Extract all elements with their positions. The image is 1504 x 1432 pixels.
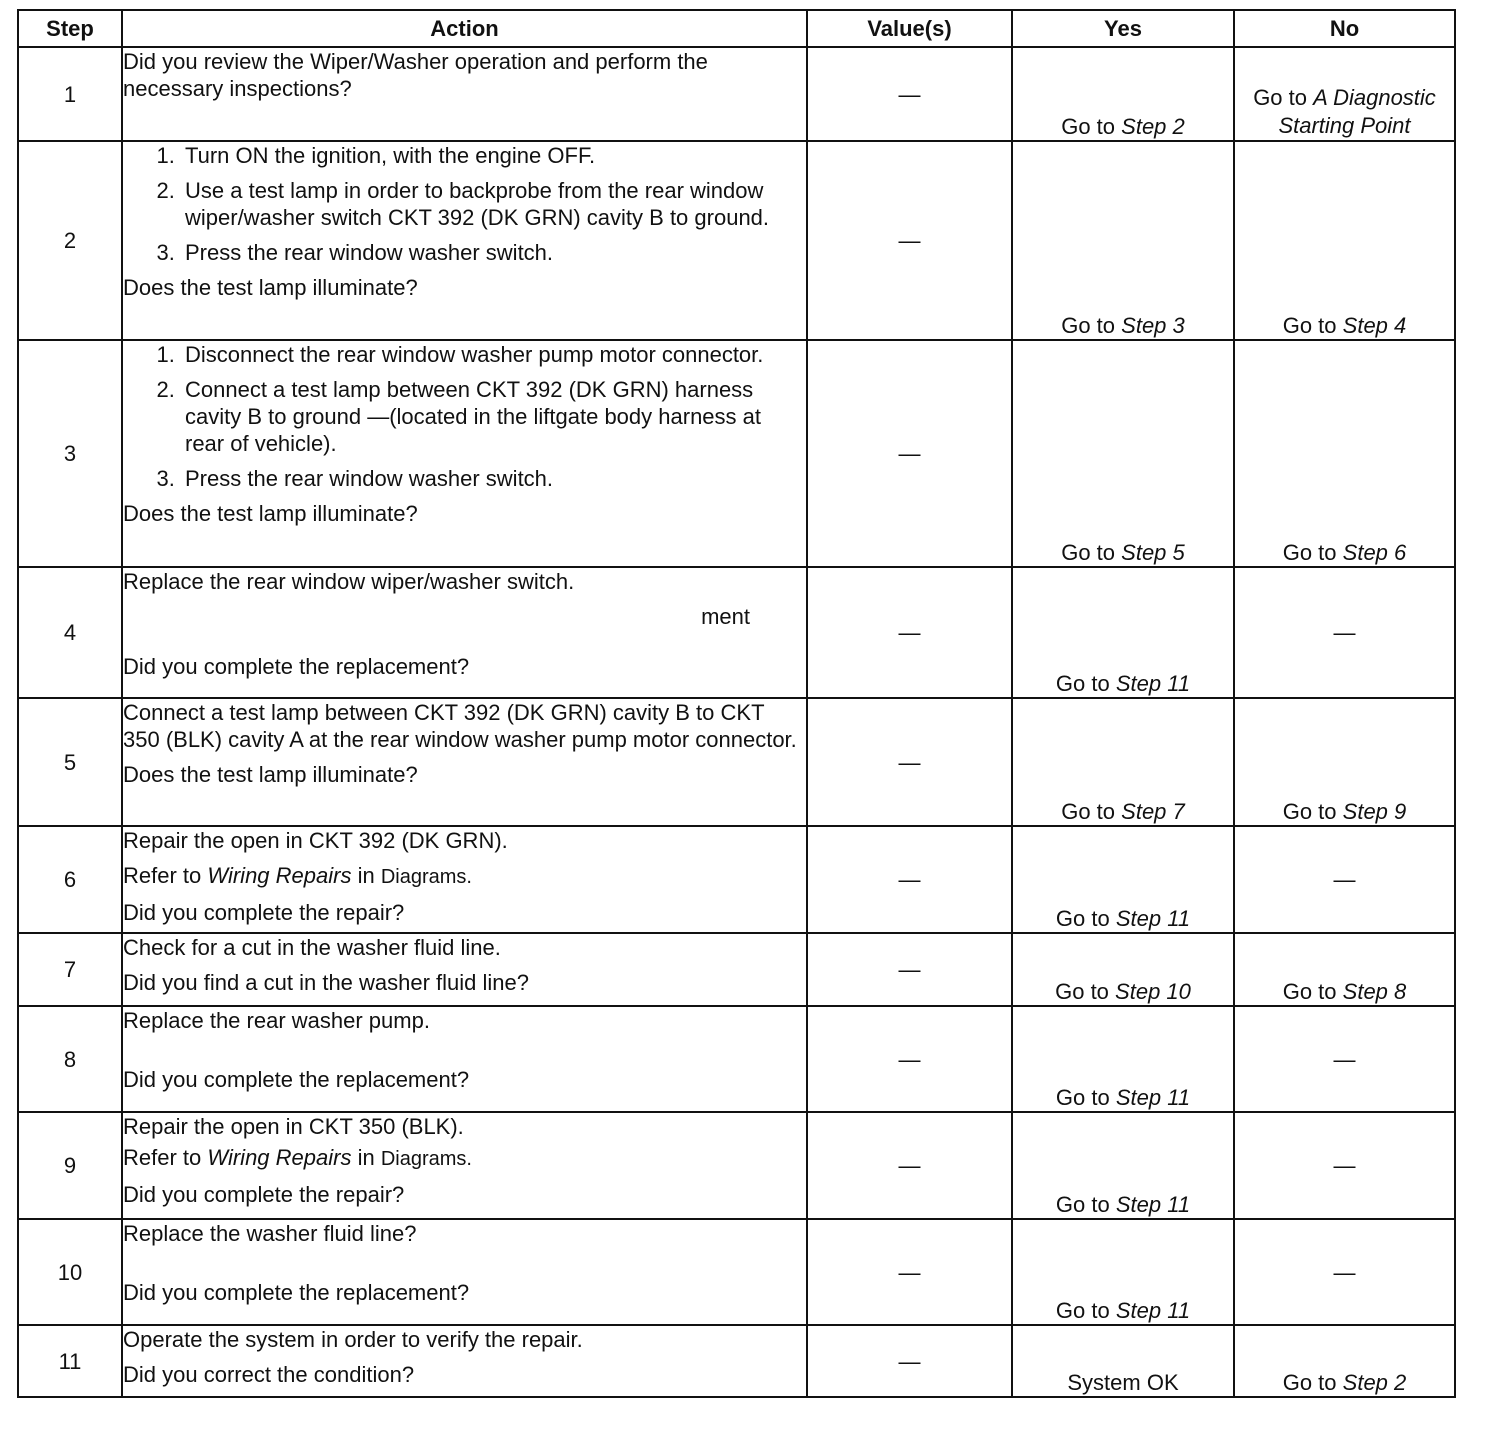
action-text: Did you review the Wiper/Washer operation and perform the necessary inspections? [123, 49, 708, 101]
no-cell: Go to Step 9 [1234, 698, 1455, 826]
action-question: Did you find a cut in the washer fluid line? [123, 970, 530, 995]
no-cell: — [1234, 1006, 1455, 1112]
table-row [18, 1006, 1455, 1112]
value-cell: — [807, 340, 1012, 567]
action-question: Did you complete the replacement? [123, 1280, 470, 1305]
action-cell [122, 567, 807, 698]
step-link: Step 2 [1121, 114, 1185, 139]
yes-cell: Go to Step 7 [1012, 698, 1234, 826]
yes-cell: System OK [1012, 1325, 1234, 1397]
header-row [18, 10, 1455, 47]
value-cell: — [807, 933, 1012, 1006]
step-number: 6 [18, 826, 122, 933]
no-cell: — [1234, 567, 1455, 698]
action-step: 3. Press the rear window washer switch. [181, 239, 806, 266]
header-yes: Yes [1012, 10, 1234, 47]
refer-title: Wiring Repairs [207, 1145, 352, 1170]
refer-line: Refer to Wiring Repairs in Diagrams. [123, 1145, 472, 1170]
no-cell: Go to A Diagnostic Starting Point [1234, 47, 1455, 141]
value-cell: — [807, 1219, 1012, 1325]
step-number: 9 [18, 1112, 122, 1219]
action-step: 1. Turn ON the ignition, with the engine OFF. [181, 142, 806, 169]
value-cell: — [807, 698, 1012, 826]
action-cell [122, 47, 807, 141]
value-cell: — [807, 47, 1012, 141]
action-steps [123, 142, 806, 266]
step-link: Step 2 [1342, 1370, 1407, 1395]
refer-title: Wiring Repairs [207, 863, 352, 888]
no-cell: Go to Step 2 [1234, 1325, 1455, 1397]
step-link: Step 8 [1342, 979, 1407, 1004]
header-action: Action [122, 10, 807, 47]
step-link: Step 9 [1342, 799, 1407, 824]
value-cell: — [807, 826, 1012, 933]
step-link: Step 11 [1115, 1298, 1191, 1323]
action-cell [122, 1325, 807, 1397]
table-row [18, 141, 1455, 340]
action-text: Connect a test lamp between CKT 392 (DK GRN) cavity B to CKT 350 (BLK) cavity A at the rear window washer pump motor connector. [123, 700, 797, 752]
yes-cell: Go to Step 10 [1012, 933, 1234, 1006]
yes-cell: Go to Step 11 [1012, 1219, 1234, 1325]
action-question: Did you complete the replacement? [123, 654, 470, 679]
value-cell: — [807, 1112, 1012, 1219]
action-cell [122, 1112, 807, 1219]
step-number: 7 [18, 933, 122, 1006]
action-cell [122, 1219, 807, 1325]
action-text: Replace the rear washer pump. [123, 1008, 430, 1033]
action-cell [122, 826, 807, 933]
step-number: 1 [18, 47, 122, 141]
action-question: Did you complete the repair? [123, 1182, 405, 1207]
diagnostic-table [17, 9, 1456, 1398]
step-number: 8 [18, 1006, 122, 1112]
no-cell: — [1234, 826, 1455, 933]
action-cell [122, 1006, 807, 1112]
value-cell: — [807, 1006, 1012, 1112]
step-link: Step 4 [1342, 313, 1407, 338]
yes-cell: Go to Step 11 [1012, 567, 1234, 698]
stray-text: ment [701, 604, 750, 629]
action-cell [122, 933, 807, 1006]
action-text: Check for a cut in the washer fluid line. [123, 935, 501, 960]
no-cell: — [1234, 1219, 1455, 1325]
action-cell [122, 141, 807, 340]
yes-cell: Go to Step 2 [1012, 47, 1234, 141]
table-row [18, 826, 1455, 933]
action-question: Did you correct the condition? [123, 1362, 415, 1387]
step-link: Step 6 [1342, 540, 1407, 565]
no-cell: — [1234, 1112, 1455, 1219]
action-question: Does the test lamp illuminate? [123, 762, 418, 787]
action-question: Did you complete the replacement? [123, 1067, 470, 1092]
value-cell: — [807, 141, 1012, 340]
step-link: Step 7 [1121, 799, 1185, 824]
action-text: Repair the open in CKT 392 (DK GRN). [123, 828, 508, 853]
action-cell [122, 698, 807, 826]
action-text: Replace the rear window wiper/washer switch. [123, 569, 575, 594]
action-step: 1. Disconnect the rear window washer pump motor connector. [181, 341, 806, 368]
action-text: Replace the washer fluid line? [123, 1221, 417, 1246]
table-row [18, 340, 1455, 567]
table-row [18, 47, 1455, 141]
header-no: No [1234, 10, 1455, 47]
table-row [18, 698, 1455, 826]
value-cell: — [807, 567, 1012, 698]
yes-cell: Go to Step 11 [1012, 1006, 1234, 1112]
action-step: 3. Press the rear window washer switch. [181, 465, 806, 492]
step-link: Step 3 [1121, 313, 1185, 338]
action-question: Does the test lamp illuminate? [123, 501, 418, 526]
action-steps [123, 341, 806, 492]
action-question: Does the test lamp illuminate? [123, 275, 418, 300]
action-text: Repair the open in CKT 350 (BLK). [123, 1114, 464, 1139]
step-link: Step 10 [1115, 979, 1191, 1004]
no-cell: Go to Step 6 [1234, 340, 1455, 567]
step-link: Step 5 [1121, 540, 1185, 565]
yes-cell: Go to Step 11 [1012, 826, 1234, 933]
step-number: 5 [18, 698, 122, 826]
step-link: Step 11 [1115, 671, 1191, 696]
yes-cell: Go to Step 11 [1012, 1112, 1234, 1219]
table-row [18, 933, 1455, 1006]
action-step: 2. Connect a test lamp between CKT 392 (DK GRN) harness cavity B to ground —(located in the liftgate body harness at rear of vehicle). [181, 376, 806, 457]
table-row [18, 1112, 1455, 1219]
value-cell: — [807, 1325, 1012, 1397]
step-link: A Diagnostic Starting Point [1278, 85, 1436, 138]
action-cell [122, 340, 807, 567]
header-values: Value(s) [807, 10, 1012, 47]
step-link: Step 11 [1115, 1085, 1191, 1110]
step-number: 10 [18, 1219, 122, 1325]
table-row [18, 1325, 1455, 1397]
action-question: Did you complete the repair? [123, 900, 405, 925]
yes-cell: Go to Step 3 [1012, 141, 1234, 340]
table-row [18, 1219, 1455, 1325]
step-link: Step 11 [1115, 1192, 1191, 1217]
step-number: 4 [18, 567, 122, 698]
action-step: 2. Use a test lamp in order to backprobe from the rear window wiper/washer switch CKT 392 (DK GRN) cavity B to ground. [181, 177, 806, 231]
yes-cell: Go to Step 5 [1012, 340, 1234, 567]
table-row [18, 567, 1455, 698]
no-cell: Go to Step 8 [1234, 933, 1455, 1006]
step-link: Step 11 [1115, 906, 1191, 931]
refer-line: Refer to Wiring Repairs in Diagrams. [123, 863, 472, 888]
step-number: 2 [18, 141, 122, 340]
action-text: Operate the system in order to verify the repair. [123, 1327, 583, 1352]
step-number: 11 [18, 1325, 122, 1397]
step-number: 3 [18, 340, 122, 567]
header-step: Step [18, 10, 122, 47]
no-cell: Go to Step 4 [1234, 141, 1455, 340]
